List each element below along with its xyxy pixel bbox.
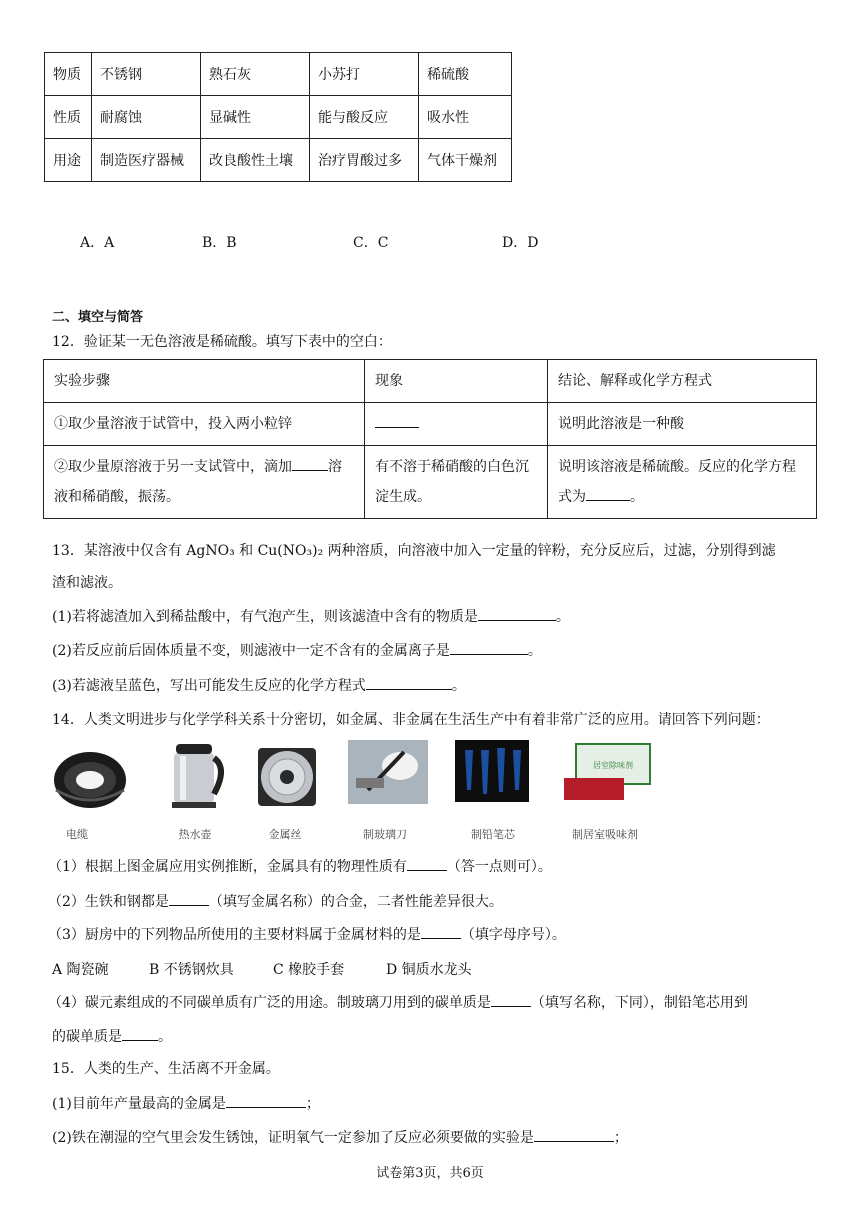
q15-part-1 [52,1093,320,1114]
section-title: 二、填空与简答 [52,310,144,325]
table-cell: 吸水性 [419,96,512,139]
glass-cutter-image [348,740,428,804]
table-cell: 能与酸反应 [310,96,419,139]
question-text: (1)目前年产量最高的金属是 [52,1096,226,1112]
experiment-table [43,359,817,519]
table-cell: 改良酸性土壤 [201,139,310,182]
question-text: （4）碳元素组成的不同碳单质有广泛的用途。制玻璃刀用到的碳单质是 [48,995,491,1011]
option-c[interactable]: C．C [353,235,389,251]
q15-part-2 [52,1127,628,1148]
page-footer: 试卷第3页，共6页 [376,1166,484,1181]
punct: 。 [158,1029,172,1045]
table-row [45,53,512,96]
table-row [45,96,512,139]
q13-part-2 [52,640,542,661]
question-text: (3)若滤液呈蓝色，写出可能发生反应的化学方程式 [52,678,366,694]
table-row [45,139,512,182]
punct: 。 [527,643,542,659]
table-header: 实验步骤 [44,360,365,403]
table-cell: 性质 [45,96,92,139]
answer-blank[interactable] [450,640,528,655]
question-text: （1）根据上图金属应用实例推断，金属具有的物理性质有 [48,859,407,875]
answer-blank[interactable] [407,856,447,871]
conclusion-text: 。 [630,489,644,505]
punct: ； [613,1130,628,1146]
table-row [44,446,817,519]
choice-b[interactable]: B 不锈钢炊具 [149,962,234,978]
question-text: （填写金属名称）的合金，二者性能差异很大。 [208,894,503,910]
table-cell: 显碱性 [201,96,310,139]
caption-deodorant: 制居室吸味剂 [572,828,638,841]
table-cell: 稀硫酸 [419,53,512,96]
q15-stem: 15．人类的生产、生活离不开金属。 [52,1061,280,1077]
answer-blank[interactable] [478,606,556,621]
q14-part-2 [48,891,503,912]
answer-blank[interactable] [586,486,630,501]
cable-image [50,740,130,812]
choice-a[interactable]: A 陶瓷碗 [52,962,109,978]
answer-blank[interactable] [226,1093,306,1108]
question-text: （3）厨房中的下列物品所使用的主要材料属于金属材料的是 [48,927,421,943]
step-text: 溶液和稀硝酸，振荡。 [54,459,342,505]
table-cell: 小苏打 [310,53,419,96]
table-cell: 用途 [45,139,92,182]
table-cell: ①取少量溶液于试管中，投入两小粒锌 [44,403,365,446]
caption-cable: 电缆 [66,828,88,841]
table-cell: 治疗胃酸过多 [310,139,419,182]
answer-blank[interactable] [534,1127,614,1142]
question-text: (2)铁在潮湿的空气里会发生锈蚀，证明氧气一定参加了反应必须要做的实验是 [52,1130,534,1146]
conclusion-text: 说明该溶液是稀硫酸。反应的化学方程式为 [558,459,796,505]
q13-part-1 [52,606,570,627]
answer-blank[interactable] [491,992,531,1007]
table-row [44,403,817,446]
option-b[interactable]: B．B [202,235,237,251]
table-cell: 说明此溶液是一种酸 [548,403,817,446]
question-text: （答一点则可）。 [446,859,552,875]
deodorant-box-image [562,742,654,804]
q12-stem: 12．验证某一无色溶液是稀硫酸。填写下表中的空白： [52,334,392,350]
table-cell: 物质 [45,53,92,96]
wire-spool-image [254,740,320,812]
property-table [44,52,512,182]
step-text: ②取少量原溶液于另一支试管中，滴加 [54,459,292,475]
pencil-lead-image [455,740,529,802]
punct: 。 [555,609,570,625]
table-cell [44,446,365,519]
q14-part-1 [48,856,552,877]
table-cell [365,403,548,446]
answer-blank[interactable] [375,413,419,428]
table-cell: 有不溶于稀硝酸的白色沉淀生成。 [365,446,548,519]
caption-kettle: 热水壶 [178,828,212,841]
table-cell: 制造医疗器械 [92,139,201,182]
caption-glass-cutter: 制玻璃刀 [363,828,407,841]
caption-pencil-lead: 制铅笔芯 [471,828,515,841]
answer-blank[interactable] [169,891,209,906]
table-header: 结论、解释或化学方程式 [548,360,817,403]
box-text: 居室除味剂 [593,761,633,770]
option-d[interactable]: D．D [502,235,539,251]
answer-blank[interactable] [421,924,461,939]
q14-stem: 14．人类文明进步与化学学科关系十分密切，如金属、非金属在生活生产中有着非常广泛的应用。请回答下列问题： [52,712,770,728]
kettle-image [166,738,230,812]
q14-part-3 [48,924,566,945]
table-cell: 不锈钢 [92,53,201,96]
table-cell: 熟石灰 [201,53,310,96]
table-cell: 耐腐蚀 [92,96,201,139]
answer-blank[interactable] [292,456,328,471]
table-cell: 气体干燥剂 [419,139,512,182]
table-cell [548,446,817,519]
caption-wire: 金属丝 [268,828,302,841]
question-text: (2)若反应前后固体质量不变，则滤液中一定不含有的金属离子是 [52,643,450,659]
punct: ； [305,1096,320,1112]
option-a[interactable]: A．A [80,235,115,251]
answer-blank[interactable] [122,1026,158,1041]
answer-blank[interactable] [366,675,452,690]
punct: 。 [451,678,466,694]
question-text: 的碳单质是 [52,1029,122,1045]
q14-part-4-cont [52,1026,172,1047]
q13-stem-cont: 渣和滤液。 [52,575,122,591]
question-text: （填写名称，下同），制铅笔芯用到 [530,995,748,1011]
q13-part-3 [52,675,466,696]
q13-stem: 13．某溶液中仅含有 AgNO₃ 和 Cu(NO₃)₂ 两种溶质，向溶液中加入一定量的锌粉，充分反应后，过滤，分别得到滤 [52,543,776,559]
choice-d[interactable]: D 铜质水龙头 [386,962,472,978]
table-header: 现象 [365,360,548,403]
question-text: （2）生铁和钢都是 [48,894,169,910]
question-text: (1)若将滤渣加入到稀盐酸中，有气泡产生，则该滤渣中含有的物质是 [52,609,478,625]
table-row [44,360,817,403]
q14-part-4 [48,992,748,1013]
choice-c[interactable]: C 橡胶手套 [273,962,345,978]
question-text: （填字母序号）。 [460,927,566,943]
